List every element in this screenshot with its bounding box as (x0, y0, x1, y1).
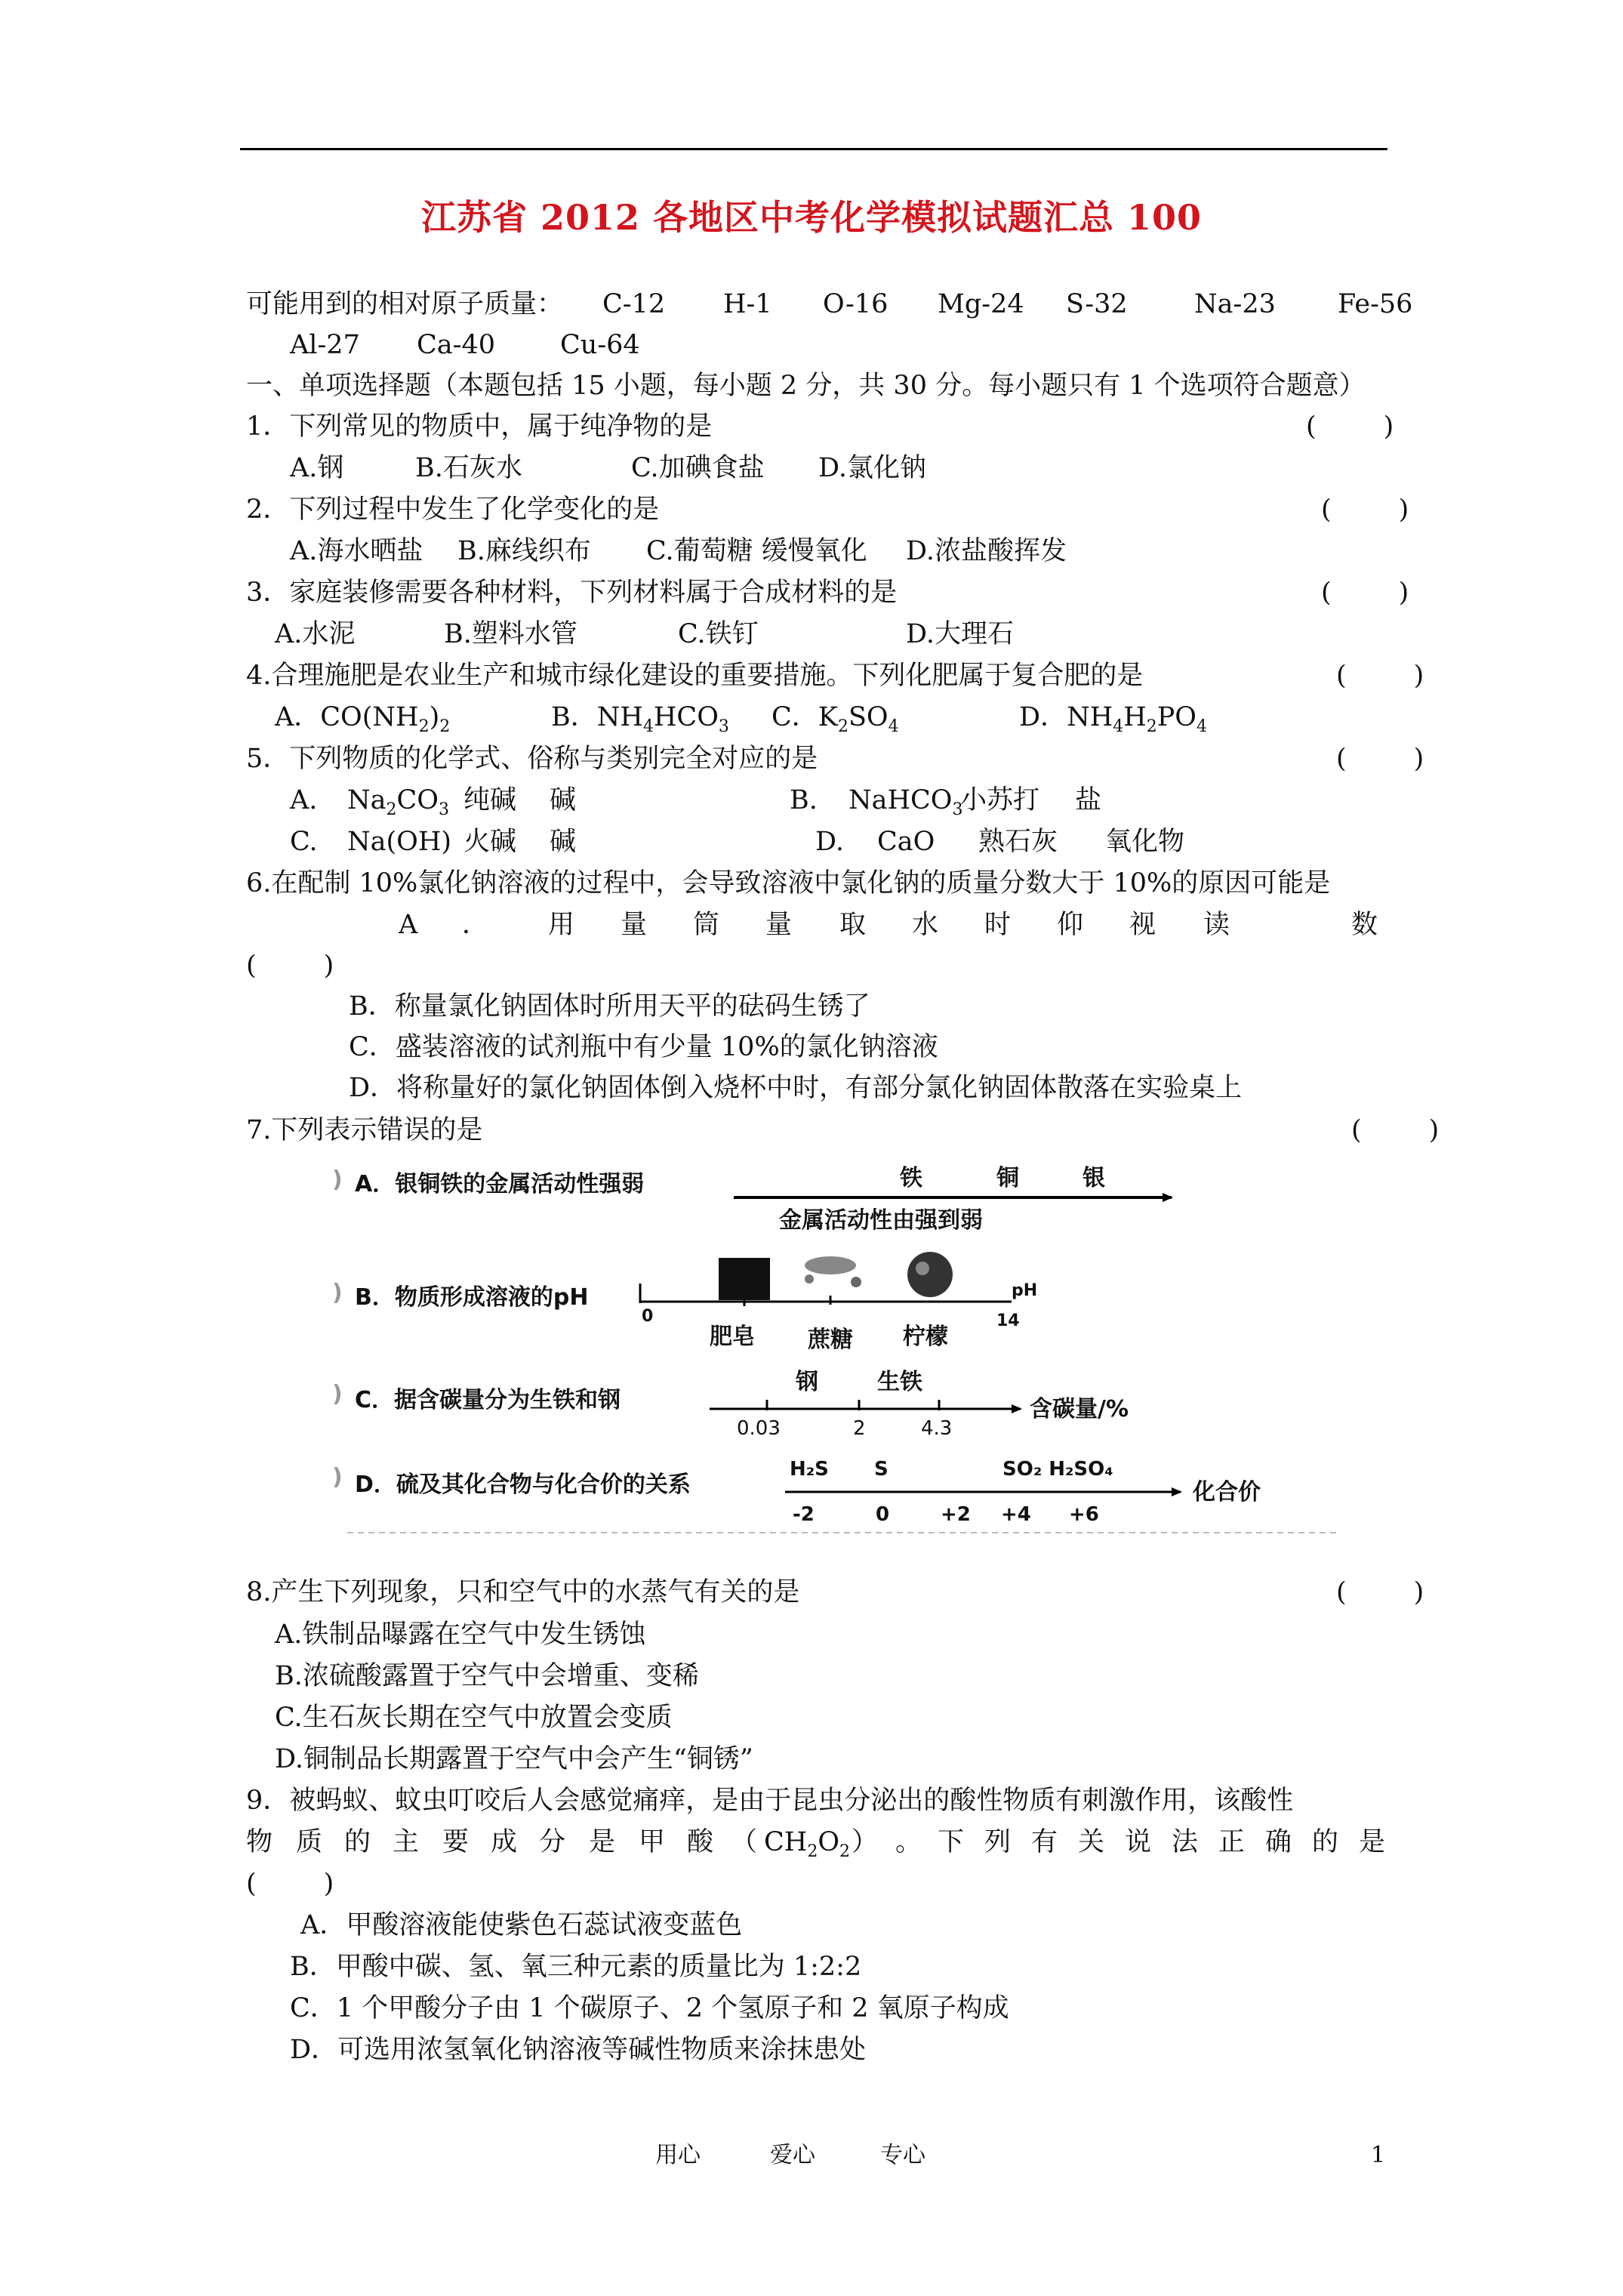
atomic-mass-item: O-16 (823, 289, 888, 319)
option-c: C．盛装溶液的试剂瓶中有少量 10%的氯化钠溶液 (349, 1032, 938, 1062)
option-d: D.铜制品长期露置于空气中会产生“铜锈” (275, 1744, 753, 1774)
option-a: A.铁制品曝露在空气中发生锈蚀 (275, 1620, 646, 1650)
stem-char: ） (852, 1827, 879, 1857)
footer-item: 爱心 (770, 2142, 815, 2168)
option-label: A． (275, 702, 321, 732)
atomic-mass-item: Fe-56 (1338, 289, 1413, 319)
stem-char: 。 (895, 1827, 922, 1857)
option-c: C．1 个甲酸分子由 1 个碳原子、2 个氢原子和 2 氧原子构成 (290, 1993, 1009, 2023)
option-label: A. (290, 785, 318, 815)
option-common-name: 纯碱 (463, 785, 517, 815)
figure-d-axis: 化合价 (1193, 1479, 1261, 1505)
question-stem: 4.合理施肥是农业生产和城市绿化建设的重要措施。下列化肥属于复合肥的是 (246, 661, 1144, 691)
answer-blank: ( ) (246, 1869, 334, 1899)
stem-char: 要 (442, 1827, 470, 1857)
ph-unit: pH (1012, 1281, 1038, 1300)
option-a: A．甲酸溶液能使紫色石蕊试液变蓝色 (300, 1910, 743, 1940)
answer-blank: ( ) (1306, 411, 1394, 442)
stem-char: 酸 (687, 1827, 714, 1857)
atomic-mass-item: Mg-24 (938, 289, 1024, 319)
option-label: C． (771, 702, 818, 732)
figure-d-tick: +6 (1069, 1503, 1099, 1526)
answer-blank: ( ) (1351, 1115, 1440, 1145)
option-b: B.浓硫酸露置于空气中会增重、变稀 (275, 1661, 699, 1691)
figure-a-item: 银 (1083, 1165, 1105, 1191)
atomic-mass-item: Cu-64 (560, 330, 640, 360)
header-rule (240, 148, 1387, 150)
figure-d-top: S (874, 1458, 888, 1481)
q7-figure (332, 1155, 1344, 1548)
atomic-mass-item: H-1 (723, 289, 772, 319)
atomic-mass-item: Na-23 (1194, 289, 1276, 319)
soap-icon (719, 1258, 770, 1300)
stem-char: 正 (1218, 1827, 1246, 1857)
ph-end: 14 (996, 1311, 1020, 1330)
option-a-char: A (399, 910, 418, 940)
option-d: D.浓盐酸挥发 (906, 536, 1067, 566)
option-a-char: 视 (1129, 910, 1156, 940)
figure-c-top: 钢 (796, 1369, 818, 1395)
stem-char: 的 (1312, 1827, 1339, 1857)
figure-c-tick: 4.3 (921, 1417, 953, 1440)
option-a: A.海水晒盐 (290, 536, 423, 566)
option-d: D.氯化钠 (818, 453, 926, 483)
figure-d-top: SO₂ H₂SO₄ (1002, 1458, 1113, 1481)
option-d: D.大理石 (906, 619, 1014, 649)
option-a-char: 时 (984, 910, 1012, 940)
option-label: C. (290, 827, 318, 857)
lemon-icon (907, 1252, 953, 1297)
page-title: 江苏省 2012 各地区中考化学模拟试题汇总 100 (420, 197, 1203, 238)
stem-char: 分 (539, 1827, 566, 1857)
figure-d-tick: +4 (1001, 1503, 1031, 1526)
figure-a-item: 铁 (900, 1165, 922, 1191)
figure-d-top: H₂S (790, 1458, 829, 1481)
question-stem: 1．下列常见的物质中，属于纯净物的是 (246, 411, 713, 442)
option-a-char: 数 (1351, 910, 1378, 940)
stem-char: 的 (344, 1827, 371, 1857)
option-a: A.钢 (290, 453, 344, 483)
sugar-grain (805, 1274, 814, 1284)
footer-item: 专心 (880, 2142, 925, 2168)
figure-c-label: C．据含碳量分为生铁和钢 (355, 1387, 621, 1413)
option-label: D． (1019, 702, 1067, 732)
stem-char: 成 (491, 1827, 518, 1857)
stem-char: 质 (296, 1827, 323, 1857)
option-c: C．$K_2SO_4$ (771, 702, 899, 736)
option-b: B.塑料水管 (444, 619, 577, 649)
option-a: A．$CO(NH_2)_2$ (275, 702, 451, 736)
footer-item: 用心 (655, 2142, 701, 2168)
scan-mark: ) (332, 1381, 343, 1407)
stem-char: （ (731, 1827, 758, 1857)
option-common-name: 火碱 (463, 827, 517, 857)
figure-a-label: A．银铜铁的金属活动性强弱 (355, 1171, 645, 1197)
answer-blank: ( ) (1336, 661, 1424, 691)
option-a-char: 量 (621, 910, 648, 940)
question-stem: 3．家庭装修需要各种材料，下列材料属于合成材料的是 (246, 578, 898, 608)
question-stem: 7.下列表示错误的是 (246, 1115, 483, 1145)
option-d: D．将称量好的氯化钠固体倒入烧杯中时，有部分氯化钠固体散落在实验桌上 (349, 1073, 1243, 1103)
stem-char: 是 (589, 1827, 616, 1857)
section-heading: 一、单项选择题（本题包括 15 小题，每小题 2 分，共 30 分。每小题只有 1 个选项符合题意） (246, 371, 1366, 401)
stem-formula: $CH_2O_2$ (764, 1827, 851, 1861)
page-number: 1 (1371, 2142, 1386, 2168)
answer-blank: ( ) (1336, 1577, 1424, 1607)
option-b: B.麻线织布 (457, 536, 591, 566)
option-common-name: 小苏打 (960, 785, 1040, 815)
option-a-char: 筒 (693, 910, 720, 940)
stem-char: 下 (938, 1827, 965, 1857)
question-stem: 2．下列过程中发生了化学变化的是 (246, 495, 660, 525)
figure-d-label: D．硫及其化合物与化合价的关系 (355, 1472, 691, 1498)
option-a-char: 用 (548, 910, 575, 940)
stem-char: 列 (984, 1827, 1012, 1857)
option-label: B． (551, 702, 597, 732)
question-stem: 9．被蚂蚁、蚊虫叮咬后人会感觉痛痒，是由于昆虫分泌出的酸性物质有刺激作用，该酸性 (246, 1786, 1294, 1816)
option-formula: Na(OH) (347, 827, 452, 857)
option-d: D．$NH_4H_2PO_4$ (1019, 702, 1207, 736)
stem-char: 甲 (639, 1827, 666, 1857)
option-formula: $Na_2CO_3$ (347, 785, 449, 819)
sugar-icon (805, 1256, 856, 1274)
atomic-mass-item: Al-27 (290, 330, 360, 360)
option-c: C.葡萄糖 缓慢氧化 (646, 536, 867, 566)
ph-start: 0 (642, 1307, 654, 1326)
option-a-char: 仰 (1057, 910, 1084, 940)
question-stem: 5．下列物质的化学式、俗称与类别完全对应的是 (246, 744, 818, 774)
stem-char: 有 (1031, 1827, 1058, 1857)
answer-blank: ( ) (1321, 578, 1409, 608)
stem-char: 说 (1125, 1827, 1152, 1857)
answer-blank: ( ) (1321, 495, 1409, 525)
figure-d-tick: -2 (793, 1503, 815, 1526)
question-stem: 6.在配制 10%氯化钠溶液的过程中，会导致溶液中氯化钠的质量分数大于 10%的原因可能是 (246, 868, 1331, 898)
figure-b-item: 肥皂 (710, 1324, 755, 1350)
option-label: D. (815, 827, 844, 857)
option-a-char: 量 (765, 910, 793, 940)
atomic-mass-item: Ca-40 (417, 330, 496, 360)
stem-char: 关 (1078, 1827, 1105, 1857)
option-a-char: 水 (912, 910, 939, 940)
question-stem: 8.产生下列现象，只和空气中的水蒸气有关的是 (246, 1577, 800, 1607)
option-a-char: 取 (839, 910, 867, 940)
figure-b-item: 蔗糖 (808, 1327, 853, 1353)
figure-b-item: 柠檬 (903, 1324, 948, 1350)
option-formula: CaO (877, 827, 935, 857)
option-c: C.生石灰长期在空气中放置会变质 (275, 1703, 673, 1733)
option-b: B．称量氯化钠固体时所用天平的砝码生锈了 (349, 991, 870, 1022)
sugar-grain (851, 1277, 861, 1287)
atomic-mass-label: 可能用到的相对原子质量： (246, 289, 564, 319)
scan-mark: ) (332, 1464, 343, 1490)
option-common-name: 熟石灰 (978, 827, 1058, 857)
answer-blank: ( ) (1336, 744, 1424, 774)
option-category: 碱 (550, 827, 577, 857)
figure-c-tick: 2 (853, 1417, 866, 1440)
figure-a-caption: 金属活动性由强到弱 (779, 1207, 983, 1234)
option-category: 氧化物 (1105, 827, 1185, 857)
option-c: C.加碘食盐 (631, 453, 765, 483)
option-a-char: 读 (1203, 910, 1230, 940)
option-a: A.水泥 (275, 619, 356, 649)
option-b: B．甲酸中碳、氢、氧三种元素的质量比为 1:2:2 (290, 1952, 862, 1982)
option-category: 碱 (550, 785, 577, 815)
option-label: B. (790, 785, 818, 815)
option-b: B．$NH_4HCO_3$ (551, 702, 729, 736)
figure-b-label: B．物质形成溶液的pH (355, 1284, 589, 1311)
scan-mark: ) (332, 1280, 343, 1306)
atomic-mass-item: S-32 (1066, 289, 1128, 319)
stem-char: 是 (1359, 1827, 1386, 1857)
option-category: 盐 (1075, 785, 1102, 815)
figure-c-tick: 0.03 (737, 1417, 781, 1440)
figure-c-axis: 含碳量/% (1030, 1396, 1129, 1422)
option-d: D．可选用浓氢氧化钠溶液等碱性物质来涂抹患处 (290, 2035, 867, 2065)
stem-char: 确 (1265, 1827, 1292, 1857)
figure-a-item: 铜 (996, 1165, 1019, 1191)
stem-char: 物 (246, 1827, 273, 1857)
option-c: C.铁钉 (678, 619, 759, 649)
answer-blank: ( ) (246, 951, 334, 981)
option-b: B.石灰水 (415, 453, 522, 483)
lemon-highlight (916, 1262, 929, 1275)
figure-c-top: 生铁 (877, 1369, 922, 1395)
stem-char: 法 (1172, 1827, 1199, 1857)
atomic-mass-item: C-12 (602, 289, 666, 319)
stem-char: 主 (393, 1827, 420, 1857)
figure-d-tick: 0 (876, 1503, 890, 1526)
figure-d-tick: +2 (941, 1503, 971, 1526)
option-a-char: ． (462, 910, 489, 940)
scan-mark: ) (332, 1166, 343, 1193)
option-formula: NaHCO$_3$ (848, 785, 963, 819)
